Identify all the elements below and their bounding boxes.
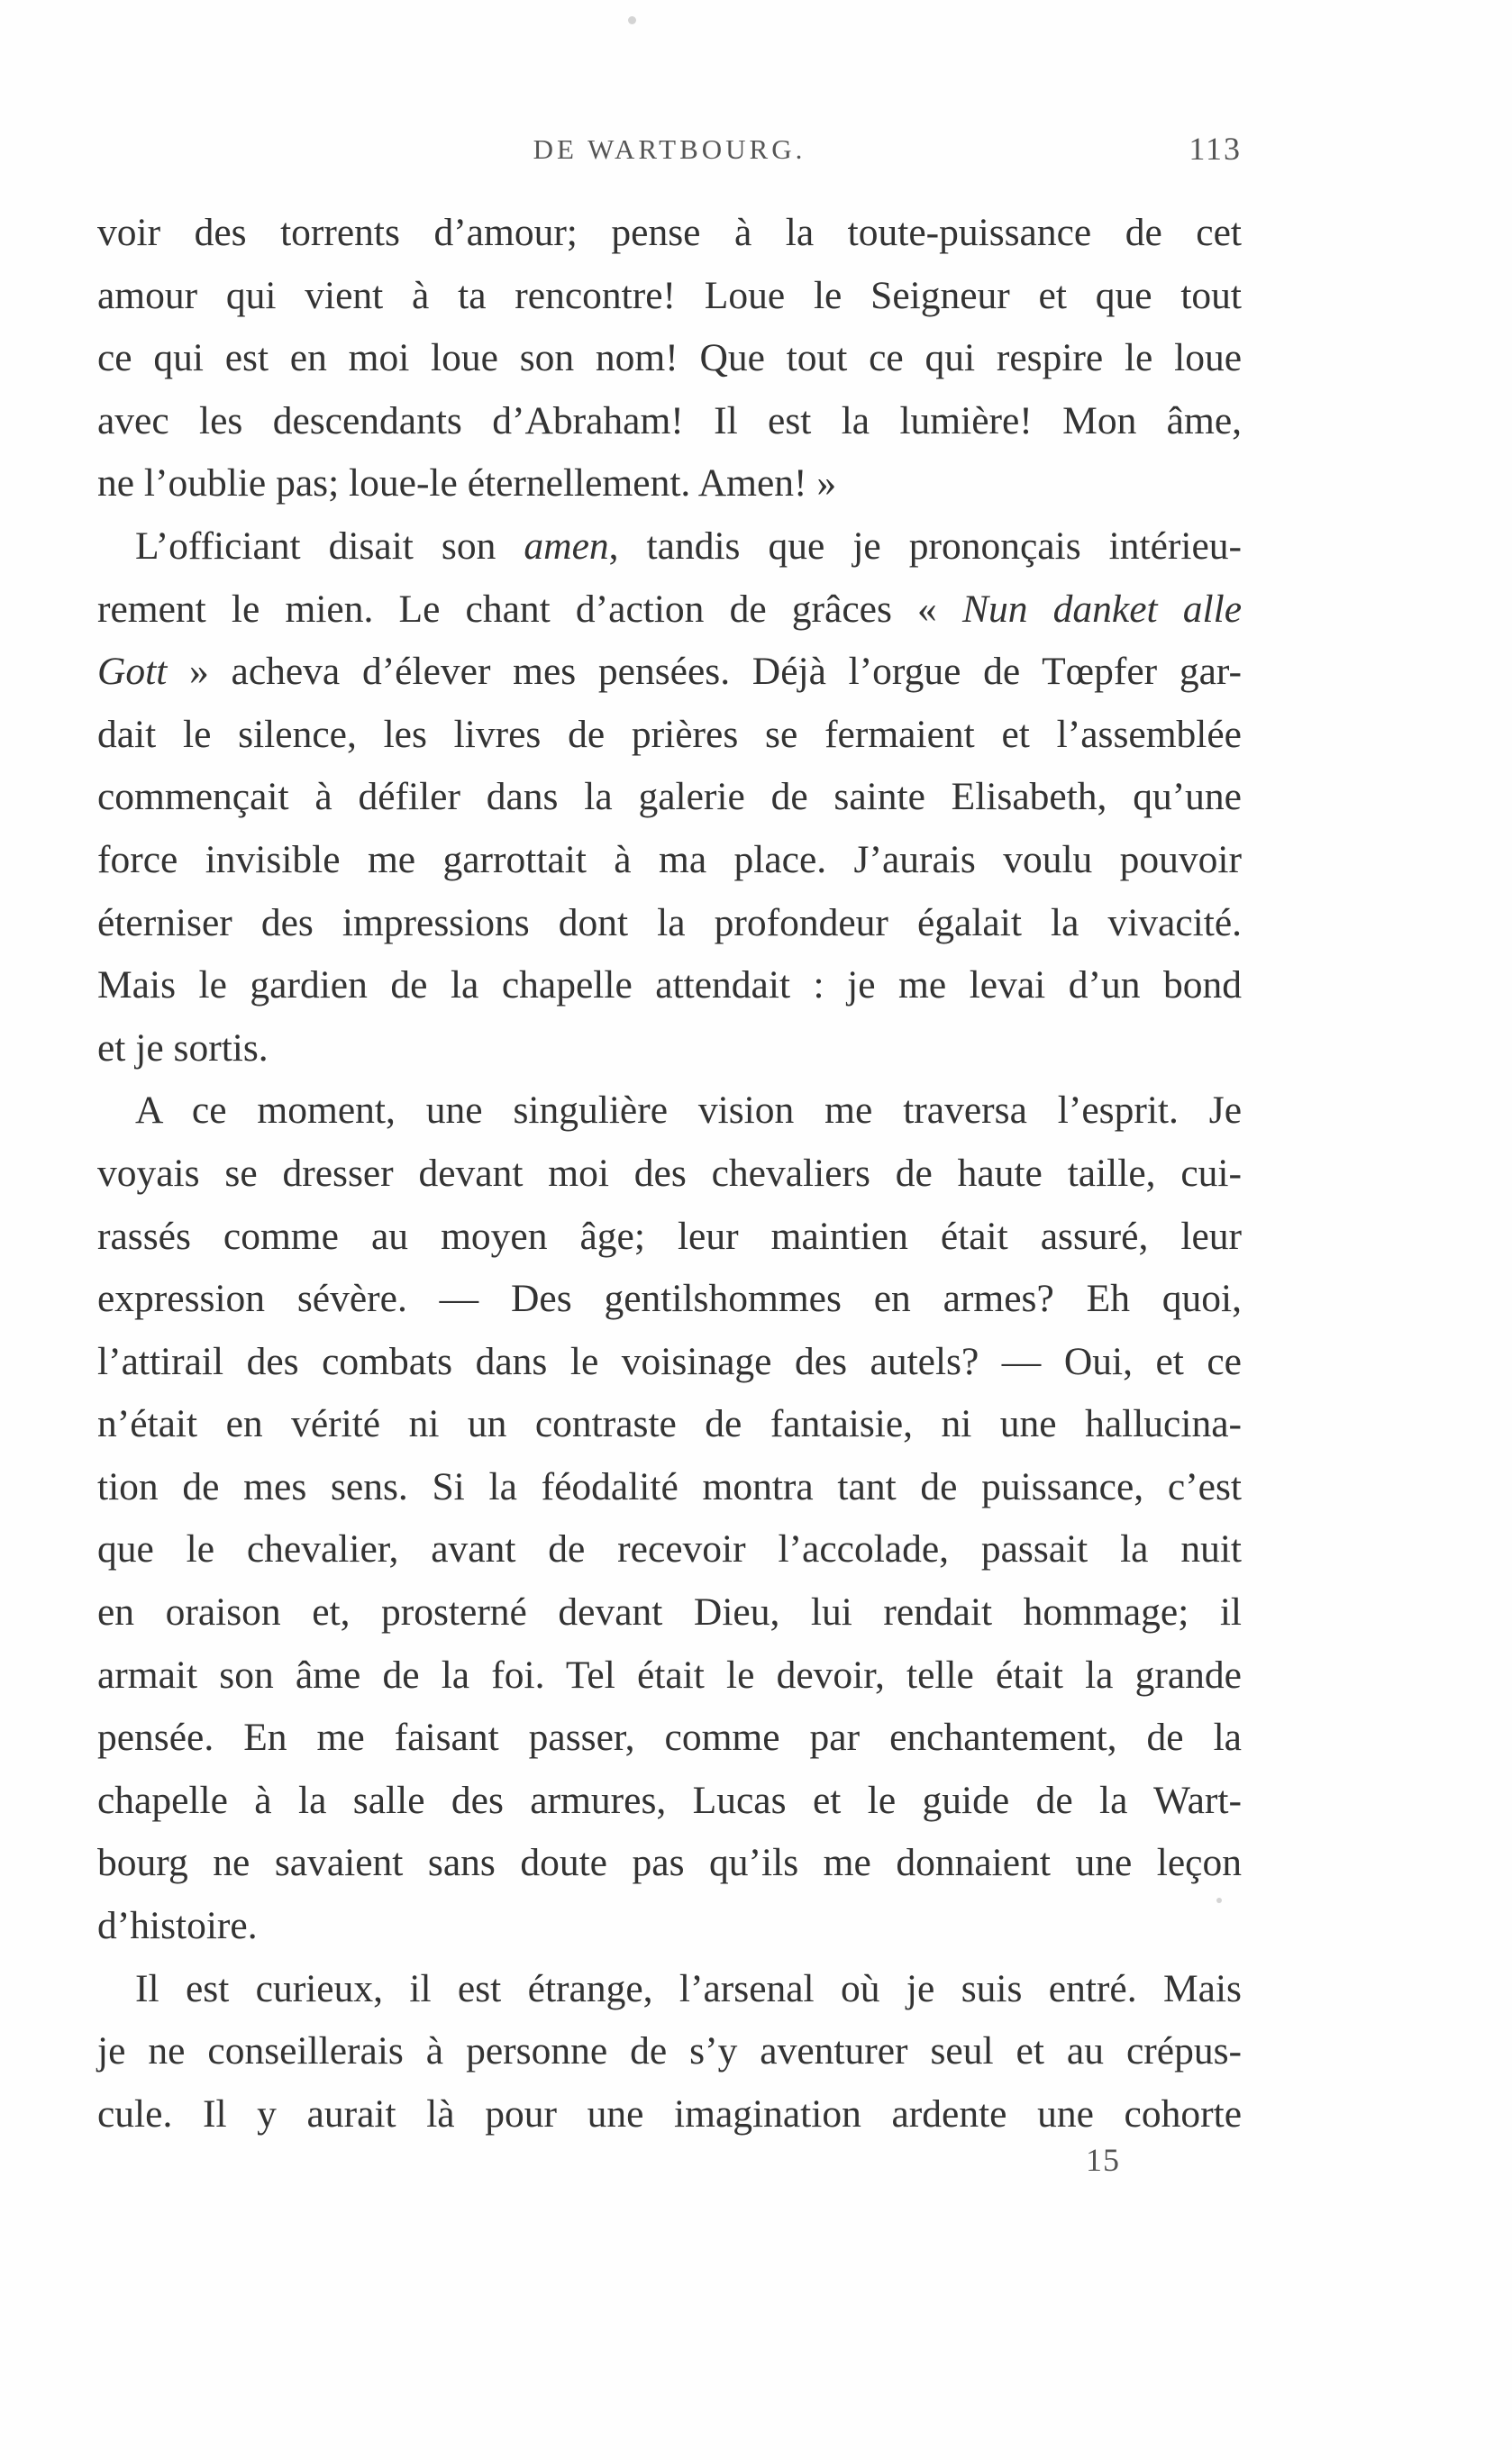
paragraph-3 xyxy=(97,1080,1242,1957)
text-line: bourg ne savaient sans doute pas qu’ils me donnaient une leçon xyxy=(97,1841,1242,1885)
text-line xyxy=(97,641,1242,704)
text-line: ne l’oublie pas; loue-le éternellement. Amen! » xyxy=(97,461,837,506)
text-line: cule. Il y aurait là pour une imagination ardente une cohorte xyxy=(97,2091,1242,2136)
text-line: n’était en vérité ni un contraste de fantaisie, ni une hallucina- xyxy=(97,1402,1242,1446)
text-run: L’officiant disait son xyxy=(135,524,524,568)
text-line: voir des torrents d’amour; pense à la toute-puissance de cet xyxy=(97,211,1242,254)
text-line: A ce moment, une singulière vision me traversa l’esprit. Je xyxy=(135,1089,1242,1133)
text-line: amour qui vient à ta rencontre! Loue le Seigneur et que tout xyxy=(97,273,1242,317)
text-line: Il est curieux, il est étrange, l’arsenal où je suis entré. Mais xyxy=(135,1966,1242,2010)
text-line: je ne conseillerais à personne de s’y aventurer seul et au crépus- xyxy=(97,2029,1242,2073)
italic-word: amen xyxy=(524,524,609,568)
text-run: » acheva d’élever mes pensées. Déjà l’orgue de Tœpfer gar- xyxy=(167,650,1242,694)
signature-mark: 15 xyxy=(1086,2142,1120,2178)
body-text xyxy=(97,202,1242,2146)
text-line: l’attirail des combats dans le voisinage des autels? — Oui, et ce xyxy=(97,1339,1242,1383)
text-run: rement le mien. Le chant d’action de grâces « xyxy=(97,587,962,631)
text-line: dait le silence, les livres de prières se fermaient et l’assemblée xyxy=(97,712,1242,756)
text-line xyxy=(97,515,1242,579)
text-line: ce qui est en moi loue son nom! Que tout ce qui respire le loue xyxy=(97,336,1242,380)
text-line: d’histoire. xyxy=(97,1904,258,1948)
text-line: armait son âme de la foi. Tel était le devoir, telle était la grande xyxy=(97,1653,1242,1697)
paragraph-2 xyxy=(97,515,1242,1080)
running-title: DE WARTBOURG. xyxy=(533,133,806,165)
text-line: en oraison et, prosterné devant Dieu, lui rendait hommage; il xyxy=(97,1590,1242,1635)
text-line: expression sévère. — Des gentilshommes en armes? Eh quoi, xyxy=(97,1277,1242,1321)
text-line: tion de mes sens. Si la féodalité montra tant de puissance, c’est xyxy=(97,1464,1242,1508)
paper-speck xyxy=(628,16,636,24)
text-line: pensée. En me faisant passer, comme par enchantement, de la xyxy=(97,1716,1242,1760)
text-line: chapelle à la salle des armures, Lucas et le guide de la Wart- xyxy=(97,1778,1242,1822)
text-line: rassés comme au moyen âge; leur maintien était assuré, leur xyxy=(97,1214,1242,1258)
running-head xyxy=(97,126,1242,171)
text-line: force invisible me garrottait à ma place. J’aurais voulu pouvoir xyxy=(97,837,1242,881)
text-line: Mais le gardien de la chapelle attendait : je me levai d’un bond xyxy=(97,963,1242,1007)
italic-hymn-title: Nun danket alle xyxy=(961,587,1243,631)
text-line: et je sortis. xyxy=(97,1025,269,1070)
text-line: voyais se dresser devant moi des chevaliers de haute taille, cui- xyxy=(97,1151,1242,1195)
paragraph-4 xyxy=(97,1958,1242,2146)
text-line: avec les descendants d’Abraham! Il est la lumière! Mon âme, xyxy=(97,398,1242,442)
italic-hymn-title: Gott xyxy=(97,650,168,694)
page-number: 113 xyxy=(1189,131,1242,167)
text-run: , tandis que je prononçais intérieu- xyxy=(608,524,1242,568)
paragraph-1 xyxy=(97,202,1242,515)
text-line: commençait à défiler dans la galerie de sainte Elisabeth, qu’une xyxy=(97,775,1242,819)
text-line: éterniser des impressions dont la profondeur égalait la vivacité. xyxy=(97,900,1242,944)
text-line: que le chevalier, avant de recevoir l’accolade, passait la nuit xyxy=(97,1527,1242,1572)
text-line xyxy=(97,579,1242,642)
